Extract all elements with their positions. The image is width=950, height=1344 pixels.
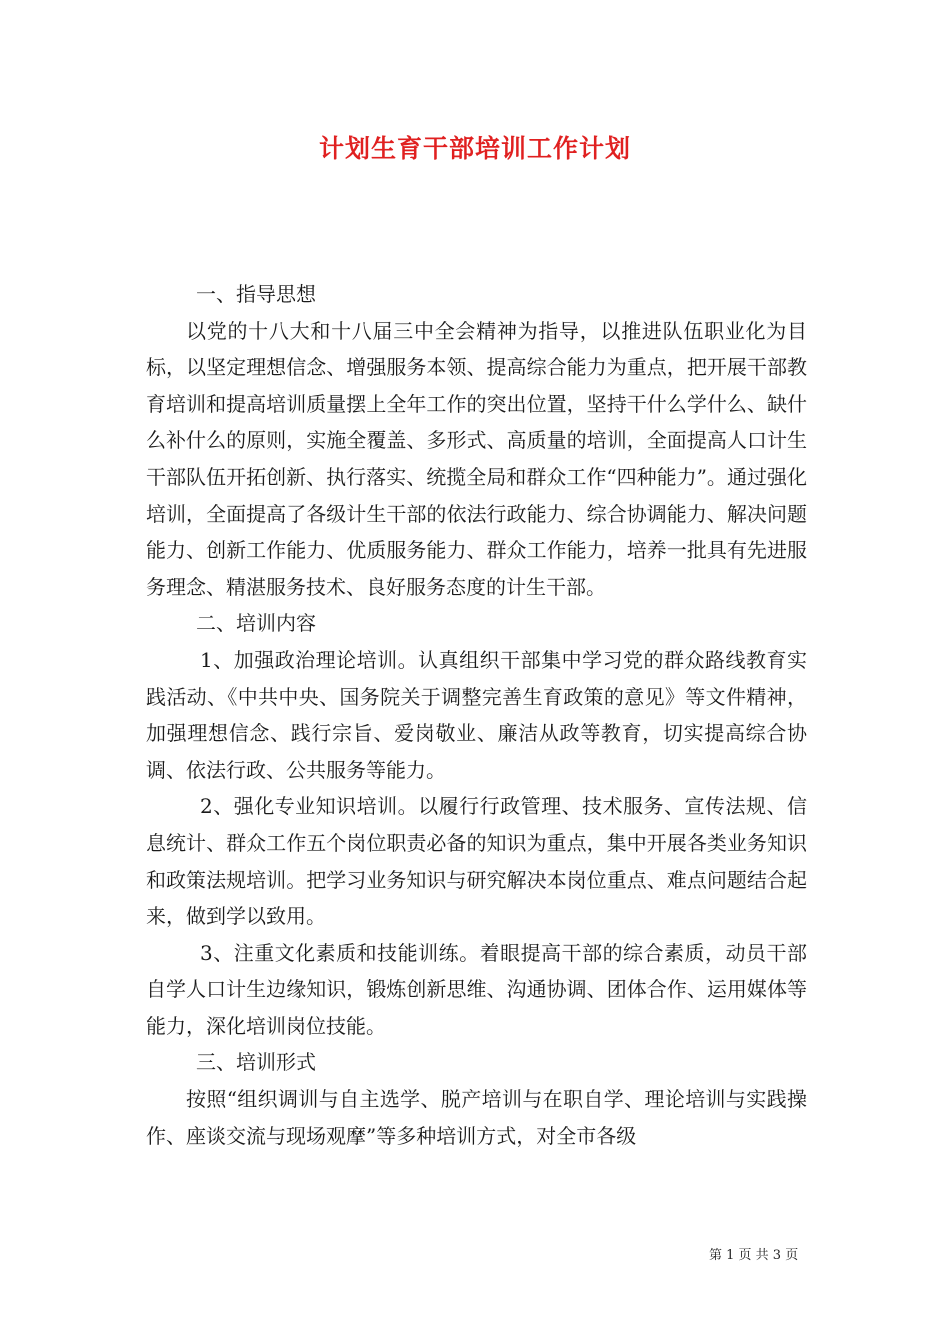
section-heading-guiding-thought: 一、指导思想 — [196, 282, 316, 306]
section-heading-training-form: 三、培训形式 — [196, 1050, 316, 1075]
document-title: 计划生育干部培训工作计划 — [318, 134, 631, 163]
page-number-footer: 第 1 页 共 3 页 — [709, 1248, 799, 1263]
training-form-paragraph: 按照“组织调训与自主选学、脱产培训与在职自学、理论培训与实践操作、座谈交流与现场观摩”等多种培训方式，对全市各级 — [146, 1087, 807, 1148]
guiding-thought-paragraph: 以党的十八大和十八届三中全会精神为指导，以推进队伍职业化为目标，以坚定理想信念、增强服务本领、提高综合能力为重点，把开展干部教育培训和提高培训质量摆上全年工作的突出位置，坚持干什么学什么、缺什么补什么的原则，实施全覆盖、多形式、高质量的培训，全面提高人口计生干部队伍开拓创新、执行落实、统揽全局和群众工作“四种能力”。通过强化培训，全面提高了各级计生干部的依法行政能力、综合协调能力、解决问题能力、创新工作能力、优质服务能力、群众工作能力，培养一批具有先进服务理念、精湛服务技术、良好服务态度的计生干部。 — [146, 318, 807, 599]
document-body — [146, 276, 807, 1154]
training-content-item-3: 3、注重文化素质和技能训练。着眼提高干部的综合素质，动员干部自学人口计生边缘知识，锻炼创新思维、沟通协调、团体合作、运用媒体等能力，深化培训岗位技能。 — [146, 940, 807, 1038]
training-content-item-2: 2、强化专业知识培训。以履行行政管理、技术服务、宣传法规、信息统计、群众工作五个岗位职责必备的知识为重点，集中开展各类业务知识和政策法规培训。把学习业务知识与研究解决本岗位重点、难点问题结合起来，做到学以致用。 — [146, 794, 807, 929]
section-heading-training-content: 二、培训内容 — [196, 611, 316, 636]
training-content-item-1: 1、加强政治理论培训。认真组织干部集中学习党的群众路线教育实践活动、《中共中央、国务院关于调整完善生育政策的意见》等文件精神，加强理想信念、践行宗旨、爱岗敬业、廉洁从政等教育，切实提高综合协调、依法行政、公共服务等能力。 — [146, 647, 807, 782]
